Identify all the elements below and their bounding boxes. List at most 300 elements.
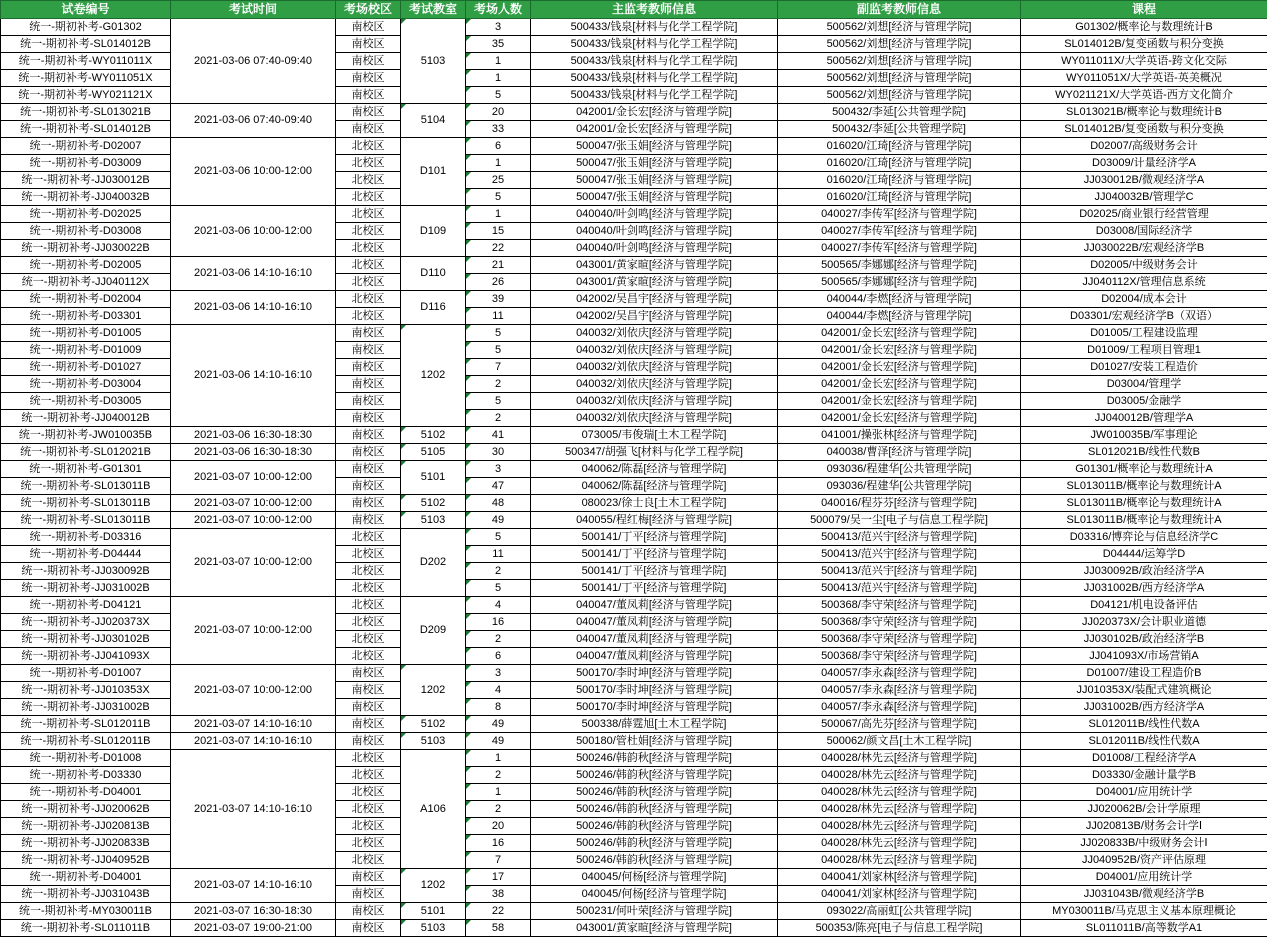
cell-course[interactable]: D04444/运筹学D	[1021, 546, 1267, 563]
cell-count[interactable]: 49	[466, 733, 531, 750]
cell-count[interactable]: 7	[466, 852, 531, 869]
cell-paper-id[interactable]: 统一-期初补考-SL013021B	[1, 104, 171, 121]
cell-paper-id[interactable]: 统一-期初补考-D04121	[1, 597, 171, 614]
cell-count[interactable]: 15	[466, 223, 531, 240]
cell-chief-invigilator[interactable]: 040062/陈磊[经济与管理学院]	[531, 478, 778, 495]
cell-course[interactable]: D01027/安装工程造价	[1021, 359, 1267, 376]
cell-count[interactable]: 5	[466, 342, 531, 359]
cell-course[interactable]: D01005/工程建设监理	[1021, 325, 1267, 342]
cell-paper-id[interactable]: 统一-期初补考-WY011011X	[1, 53, 171, 70]
cell-paper-id[interactable]: 统一-期初补考-JJ031002B	[1, 580, 171, 597]
cell-paper-id[interactable]: 统一-期初补考-D03330	[1, 767, 171, 784]
cell-deputy-invigilator[interactable]: 500562/刘想[经济与管理学院]	[778, 70, 1021, 87]
cell-deputy-invigilator[interactable]: 041001/操张林[经济与管理学院]	[778, 427, 1021, 444]
cell-paper-id[interactable]: 统一-期初补考-JJ020833B	[1, 835, 171, 852]
cell-deputy-invigilator[interactable]: 040028/林先云[经济与管理学院]	[778, 784, 1021, 801]
cell-campus[interactable]: 南校区	[336, 36, 401, 53]
cell-course[interactable]: D04121/机电设备评估	[1021, 597, 1267, 614]
cell-count[interactable]: 4	[466, 682, 531, 699]
cell-deputy-invigilator[interactable]: 500368/李守荣[经济与管理学院]	[778, 648, 1021, 665]
cell-exam-time[interactable]: 2021-03-06 10:00-12:00	[171, 206, 336, 257]
cell-count[interactable]: 22	[466, 240, 531, 257]
cell-room[interactable]: 1202	[401, 869, 466, 903]
cell-count[interactable]: 48	[466, 495, 531, 512]
cell-course[interactable]: JJ030092B/政治经济学A	[1021, 563, 1267, 580]
cell-count[interactable]: 1	[466, 784, 531, 801]
cell-paper-id[interactable]: 统一-期初补考-SL011011B	[1, 920, 171, 937]
cell-count[interactable]: 47	[466, 478, 531, 495]
cell-deputy-invigilator[interactable]: 016020/江琦[经济与管理学院]	[778, 189, 1021, 206]
cell-course[interactable]: JJ040012B/管理学A	[1021, 410, 1267, 427]
cell-course[interactable]: D02025/商业银行经营管理	[1021, 206, 1267, 223]
cell-campus[interactable]: 北校区	[336, 257, 401, 274]
cell-count[interactable]: 2	[466, 563, 531, 580]
cell-count[interactable]: 5	[466, 580, 531, 597]
cell-paper-id[interactable]: 统一-期初补考-JJ041093X	[1, 648, 171, 665]
column-header-course[interactable]: 课程	[1021, 1, 1267, 19]
cell-deputy-invigilator[interactable]: 093022/高丽虹[公共管理学院]	[778, 903, 1021, 920]
cell-chief-invigilator[interactable]: 500141/丁平[经济与管理学院]	[531, 546, 778, 563]
cell-course[interactable]: JJ031043B/微观经济学B	[1021, 886, 1267, 903]
cell-count[interactable]: 35	[466, 36, 531, 53]
cell-course[interactable]: SL013011B/概率论与数理统计A	[1021, 495, 1267, 512]
cell-campus[interactable]: 南校区	[336, 121, 401, 138]
cell-room[interactable]: 1202	[401, 665, 466, 716]
cell-campus[interactable]: 南校区	[336, 393, 401, 410]
cell-campus[interactable]: 南校区	[336, 869, 401, 886]
cell-count[interactable]: 2	[466, 801, 531, 818]
cell-room[interactable]: 1202	[401, 325, 466, 427]
cell-course[interactable]: D03301/宏观经济学B（双语）	[1021, 308, 1267, 325]
cell-campus[interactable]: 南校区	[336, 325, 401, 342]
cell-campus[interactable]: 南校区	[336, 495, 401, 512]
cell-campus[interactable]: 南校区	[336, 886, 401, 903]
cell-deputy-invigilator[interactable]: 040028/林先云[经济与管理学院]	[778, 801, 1021, 818]
cell-campus[interactable]: 北校区	[336, 206, 401, 223]
cell-count[interactable]: 38	[466, 886, 531, 903]
cell-count[interactable]: 8	[466, 699, 531, 716]
cell-paper-id[interactable]: 统一-期初补考-D04001	[1, 784, 171, 801]
cell-campus[interactable]: 北校区	[336, 597, 401, 614]
cell-chief-invigilator[interactable]: 500338/薛霆旭[土木工程学院]	[531, 716, 778, 733]
cell-room[interactable]: D110	[401, 257, 466, 291]
cell-campus[interactable]: 南校区	[336, 716, 401, 733]
cell-campus[interactable]: 南校区	[336, 920, 401, 937]
cell-campus[interactable]: 北校区	[336, 240, 401, 257]
column-header-chief-invigilator[interactable]: 主监考教师信息	[531, 1, 778, 19]
cell-paper-id[interactable]: 统一-期初补考-JJ010353X	[1, 682, 171, 699]
cell-campus[interactable]: 北校区	[336, 801, 401, 818]
cell-course[interactable]: JJ040032B/管理学C	[1021, 189, 1267, 206]
cell-count[interactable]: 2	[466, 767, 531, 784]
cell-campus[interactable]: 北校区	[336, 546, 401, 563]
cell-campus[interactable]: 北校区	[336, 291, 401, 308]
cell-course[interactable]: SL013021B/概率论与数理统计B	[1021, 104, 1267, 121]
cell-count[interactable]: 20	[466, 104, 531, 121]
cell-count[interactable]: 1	[466, 206, 531, 223]
cell-chief-invigilator[interactable]: 500141/丁平[经济与管理学院]	[531, 563, 778, 580]
cell-deputy-invigilator[interactable]: 042001/金长宏[经济与管理学院]	[778, 376, 1021, 393]
cell-exam-time[interactable]: 2021-03-07 14:10-16:10	[171, 716, 336, 733]
cell-paper-id[interactable]: 统一-期初补考-D01007	[1, 665, 171, 682]
cell-paper-id[interactable]: 统一-期初补考-WY011051X	[1, 70, 171, 87]
cell-count[interactable]: 39	[466, 291, 531, 308]
cell-exam-time[interactable]: 2021-03-06 07:40-09:40	[171, 104, 336, 138]
cell-count[interactable]: 30	[466, 444, 531, 461]
cell-course[interactable]: D02004/成本会计	[1021, 291, 1267, 308]
cell-deputy-invigilator[interactable]: 042001/金长宏[经济与管理学院]	[778, 359, 1021, 376]
cell-deputy-invigilator[interactable]: 040044/李燃[经济与管理学院]	[778, 308, 1021, 325]
cell-count[interactable]: 5	[466, 87, 531, 104]
cell-course[interactable]: WY011051X/大学英语-英美概况	[1021, 70, 1267, 87]
cell-paper-id[interactable]: 统一-期初补考-D04001	[1, 869, 171, 886]
cell-course[interactable]: D03005/金融学	[1021, 393, 1267, 410]
cell-campus[interactable]: 北校区	[336, 155, 401, 172]
cell-deputy-invigilator[interactable]: 500067/高先芬[经济与管理学院]	[778, 716, 1021, 733]
cell-campus[interactable]: 南校区	[336, 359, 401, 376]
cell-count[interactable]: 1	[466, 70, 531, 87]
cell-deputy-invigilator[interactable]: 042001/金长宏[经济与管理学院]	[778, 393, 1021, 410]
cell-chief-invigilator[interactable]: 500170/李时坤[经济与管理学院]	[531, 665, 778, 682]
cell-exam-time[interactable]: 2021-03-06 14:10-16:10	[171, 325, 336, 427]
cell-deputy-invigilator[interactable]: 040057/李永森[经济与管理学院]	[778, 665, 1021, 682]
cell-exam-time[interactable]: 2021-03-07 10:00-12:00	[171, 665, 336, 716]
cell-count[interactable]: 5	[466, 325, 531, 342]
cell-campus[interactable]: 北校区	[336, 138, 401, 155]
cell-paper-id[interactable]: 统一-期初补考-WY021121X	[1, 87, 171, 104]
cell-paper-id[interactable]: 统一-期初补考-D02025	[1, 206, 171, 223]
cell-exam-time[interactable]: 2021-03-07 19:00-21:00	[171, 920, 336, 937]
cell-exam-time[interactable]: 2021-03-06 07:40-09:40	[171, 19, 336, 104]
cell-room[interactable]: 5101	[401, 903, 466, 920]
cell-count[interactable]: 33	[466, 121, 531, 138]
cell-course[interactable]: SL012011B/线性代数A	[1021, 716, 1267, 733]
cell-deputy-invigilator[interactable]: 040028/林先云[经济与管理学院]	[778, 835, 1021, 852]
cell-chief-invigilator[interactable]: 040040/叶剑鸣[经济与管理学院]	[531, 206, 778, 223]
cell-course[interactable]: JJ030012B/微观经济学A	[1021, 172, 1267, 189]
cell-count[interactable]: 1	[466, 750, 531, 767]
cell-campus[interactable]: 北校区	[336, 818, 401, 835]
cell-exam-time[interactable]: 2021-03-07 10:00-12:00	[171, 461, 336, 495]
cell-campus[interactable]: 南校区	[336, 87, 401, 104]
cell-campus[interactable]: 北校区	[336, 529, 401, 546]
cell-exam-time[interactable]: 2021-03-07 16:30-18:30	[171, 903, 336, 920]
cell-exam-time[interactable]: 2021-03-06 10:00-12:00	[171, 138, 336, 206]
cell-exam-time[interactable]: 2021-03-06 16:30-18:30	[171, 427, 336, 444]
cell-count[interactable]: 17	[466, 869, 531, 886]
cell-exam-time[interactable]: 2021-03-07 14:10-16:10	[171, 750, 336, 869]
cell-course[interactable]: D03009/计量经济学A	[1021, 155, 1267, 172]
cell-chief-invigilator[interactable]: 500047/张玉娟[经济与管理学院]	[531, 155, 778, 172]
cell-deputy-invigilator[interactable]: 500368/李守荣[经济与管理学院]	[778, 597, 1021, 614]
cell-course[interactable]: JJ031002B/西方经济学A	[1021, 699, 1267, 716]
cell-deputy-invigilator[interactable]: 042001/金长宏[经济与管理学院]	[778, 410, 1021, 427]
cell-room[interactable]: 5103	[401, 19, 466, 104]
cell-campus[interactable]: 南校区	[336, 376, 401, 393]
cell-count[interactable]: 1	[466, 155, 531, 172]
cell-course[interactable]: D03008/国际经济学	[1021, 223, 1267, 240]
cell-course[interactable]: JJ041093X/市场营销A	[1021, 648, 1267, 665]
cell-paper-id[interactable]: 统一-期初补考-D01008	[1, 750, 171, 767]
column-header-deputy-invigilator[interactable]: 副监考教师信息	[778, 1, 1021, 19]
cell-paper-id[interactable]: 统一-期初补考-D02004	[1, 291, 171, 308]
cell-course[interactable]: JJ030102B/政治经济学B	[1021, 631, 1267, 648]
cell-deputy-invigilator[interactable]: 040028/林先云[经济与管理学院]	[778, 818, 1021, 835]
cell-deputy-invigilator[interactable]: 042001/金长宏[经济与管理学院]	[778, 342, 1021, 359]
cell-paper-id[interactable]: 统一-期初补考-SL014012B	[1, 36, 171, 53]
cell-course[interactable]: JJ020373X/会计职业道德	[1021, 614, 1267, 631]
cell-exam-time[interactable]: 2021-03-07 14:10-16:10	[171, 869, 336, 903]
cell-course[interactable]: D02005/中级财务会计	[1021, 257, 1267, 274]
cell-campus[interactable]: 北校区	[336, 563, 401, 580]
cell-campus[interactable]: 北校区	[336, 750, 401, 767]
column-header-room[interactable]: 考试教室	[401, 1, 466, 19]
cell-chief-invigilator[interactable]: 500433/钱泉[材料与化学工程学院]	[531, 19, 778, 36]
cell-count[interactable]: 16	[466, 835, 531, 852]
cell-course[interactable]: JJ031002B/西方经济学A	[1021, 580, 1267, 597]
cell-paper-id[interactable]: 统一-期初补考-G01302	[1, 19, 171, 36]
cell-chief-invigilator[interactable]: 040047/董凤莉[经济与管理学院]	[531, 648, 778, 665]
cell-deputy-invigilator[interactable]: 093036/程建华[公共管理学院]	[778, 461, 1021, 478]
cell-count[interactable]: 16	[466, 614, 531, 631]
cell-paper-id[interactable]: 统一-期初补考-SL012011B	[1, 733, 171, 750]
cell-chief-invigilator[interactable]: 040040/叶剑鸣[经济与管理学院]	[531, 240, 778, 257]
cell-room[interactable]: 5103	[401, 920, 466, 937]
cell-paper-id[interactable]: 统一-期初补考-JJ020062B	[1, 801, 171, 818]
cell-exam-time[interactable]: 2021-03-07 10:00-12:00	[171, 529, 336, 597]
cell-deputy-invigilator[interactable]: 500432/李延[公共管理学院]	[778, 104, 1021, 121]
cell-deputy-invigilator[interactable]: 040027/李传军[经济与管理学院]	[778, 223, 1021, 240]
cell-deputy-invigilator[interactable]: 040027/李传军[经济与管理学院]	[778, 206, 1021, 223]
cell-course[interactable]: JW010035B/军事理论	[1021, 427, 1267, 444]
cell-paper-id[interactable]: 统一-期初补考-JJ030012B	[1, 172, 171, 189]
cell-course[interactable]: D01007/建设工程造价B	[1021, 665, 1267, 682]
cell-count[interactable]: 5	[466, 189, 531, 206]
cell-chief-invigilator[interactable]: 040040/叶剑鸣[经济与管理学院]	[531, 223, 778, 240]
cell-paper-id[interactable]: 统一-期初补考-D03008	[1, 223, 171, 240]
cell-chief-invigilator[interactable]: 500433/钱泉[材料与化学工程学院]	[531, 70, 778, 87]
cell-chief-invigilator[interactable]: 043001/黄家暄[经济与管理学院]	[531, 920, 778, 937]
cell-chief-invigilator[interactable]: 500433/钱泉[材料与化学工程学院]	[531, 87, 778, 104]
cell-deputy-invigilator[interactable]: 042001/金长宏[经济与管理学院]	[778, 325, 1021, 342]
cell-paper-id[interactable]: 统一-期初补考-JJ030022B	[1, 240, 171, 257]
cell-deputy-invigilator[interactable]: 040044/李燃[经济与管理学院]	[778, 291, 1021, 308]
cell-chief-invigilator[interactable]: 040032/刘依庆[经济与管理学院]	[531, 393, 778, 410]
cell-deputy-invigilator[interactable]: 040016/程芬芬[经济与管理学院]	[778, 495, 1021, 512]
cell-course[interactable]: D03004/管理学	[1021, 376, 1267, 393]
cell-count[interactable]: 4	[466, 597, 531, 614]
cell-room[interactable]: D209	[401, 597, 466, 665]
cell-deputy-invigilator[interactable]: 040057/李永森[经济与管理学院]	[778, 699, 1021, 716]
cell-chief-invigilator[interactable]: 043001/黄家暄[经济与管理学院]	[531, 274, 778, 291]
cell-count[interactable]: 5	[466, 393, 531, 410]
cell-paper-id[interactable]: 统一-期初补考-D01027	[1, 359, 171, 376]
cell-paper-id[interactable]: 统一-期初补考-D01005	[1, 325, 171, 342]
cell-paper-id[interactable]: 统一-期初补考-SL012021B	[1, 444, 171, 461]
cell-chief-invigilator[interactable]: 500246/韩韵秋[经济与管理学院]	[531, 750, 778, 767]
cell-paper-id[interactable]: 统一-期初补考-MY030011B	[1, 903, 171, 920]
cell-campus[interactable]: 南校区	[336, 410, 401, 427]
column-header-count[interactable]: 考场人数	[466, 1, 531, 19]
cell-count[interactable]: 26	[466, 274, 531, 291]
cell-course[interactable]: D02007/高级财务会计	[1021, 138, 1267, 155]
cell-campus[interactable]: 北校区	[336, 189, 401, 206]
cell-count[interactable]: 11	[466, 546, 531, 563]
cell-chief-invigilator[interactable]: 500047/张玉娟[经济与管理学院]	[531, 172, 778, 189]
cell-count[interactable]: 49	[466, 512, 531, 529]
cell-deputy-invigilator[interactable]: 500413/范兴宇[经济与管理学院]	[778, 580, 1021, 597]
cell-chief-invigilator[interactable]: 500347/胡强飞[材料与化学工程学院]	[531, 444, 778, 461]
cell-deputy-invigilator[interactable]: 500562/刘想[经济与管理学院]	[778, 87, 1021, 104]
cell-deputy-invigilator[interactable]: 040028/林先云[经济与管理学院]	[778, 767, 1021, 784]
cell-course[interactable]: D03330/金融计量学B	[1021, 767, 1267, 784]
cell-room[interactable]: 5102	[401, 495, 466, 512]
column-header-campus[interactable]: 考场校区	[336, 1, 401, 19]
cell-deputy-invigilator[interactable]: 500368/李守荣[经济与管理学院]	[778, 614, 1021, 631]
cell-exam-time[interactable]: 2021-03-07 10:00-12:00	[171, 512, 336, 529]
cell-room[interactable]: D202	[401, 529, 466, 597]
cell-chief-invigilator[interactable]: 040045/何杨[经济与管理学院]	[531, 869, 778, 886]
cell-deputy-invigilator[interactable]: 093036/程建华[公共管理学院]	[778, 478, 1021, 495]
cell-campus[interactable]: 南校区	[336, 682, 401, 699]
cell-count[interactable]: 21	[466, 257, 531, 274]
cell-chief-invigilator[interactable]: 500047/张玉娟[经济与管理学院]	[531, 138, 778, 155]
cell-course[interactable]: JJ020813B/财务会计学Ⅰ	[1021, 818, 1267, 835]
cell-paper-id[interactable]: 统一-期初补考-JJ030102B	[1, 631, 171, 648]
cell-chief-invigilator[interactable]: 040047/董凤莉[经济与管理学院]	[531, 597, 778, 614]
cell-count[interactable]: 5	[466, 529, 531, 546]
cell-campus[interactable]: 南校区	[336, 342, 401, 359]
cell-paper-id[interactable]: 统一-期初补考-D03301	[1, 308, 171, 325]
cell-chief-invigilator[interactable]: 500047/张玉娟[经济与管理学院]	[531, 189, 778, 206]
cell-count[interactable]: 6	[466, 648, 531, 665]
cell-count[interactable]: 41	[466, 427, 531, 444]
cell-chief-invigilator[interactable]: 040047/董凤莉[经济与管理学院]	[531, 631, 778, 648]
cell-course[interactable]: JJ040952B/资产评估原理	[1021, 852, 1267, 869]
cell-campus[interactable]: 北校区	[336, 784, 401, 801]
cell-campus[interactable]: 南校区	[336, 733, 401, 750]
cell-paper-id[interactable]: 统一-期初补考-SL013011B	[1, 512, 171, 529]
cell-chief-invigilator[interactable]: 040032/刘依庆[经济与管理学院]	[531, 359, 778, 376]
cell-course[interactable]: D01008/工程经济学A	[1021, 750, 1267, 767]
cell-campus[interactable]: 北校区	[336, 308, 401, 325]
cell-chief-invigilator[interactable]: 500246/韩韵秋[经济与管理学院]	[531, 767, 778, 784]
cell-deputy-invigilator[interactable]: 040041/刘家林[经济与管理学院]	[778, 886, 1021, 903]
cell-course[interactable]: JJ030022B/宏观经济学B	[1021, 240, 1267, 257]
cell-campus[interactable]: 南校区	[336, 903, 401, 920]
cell-paper-id[interactable]: 统一-期初补考-SL013011B	[1, 478, 171, 495]
cell-room[interactable]: 5103	[401, 733, 466, 750]
cell-chief-invigilator[interactable]: 042002/吴昌宇[经济与管理学院]	[531, 308, 778, 325]
cell-count[interactable]: 49	[466, 716, 531, 733]
cell-course[interactable]: G01302/概率论与数理统计B	[1021, 19, 1267, 36]
cell-course[interactable]: JJ020833B/中级财务会计Ⅰ	[1021, 835, 1267, 852]
cell-chief-invigilator[interactable]: 500433/钱泉[材料与化学工程学院]	[531, 36, 778, 53]
cell-exam-time[interactable]: 2021-03-07 14:10-16:10	[171, 733, 336, 750]
cell-chief-invigilator[interactable]: 043001/黄家暄[经济与管理学院]	[531, 257, 778, 274]
cell-chief-invigilator[interactable]: 040032/刘依庆[经济与管理学院]	[531, 342, 778, 359]
cell-chief-invigilator[interactable]: 500141/丁平[经济与管理学院]	[531, 529, 778, 546]
cell-campus[interactable]: 南校区	[336, 19, 401, 36]
cell-paper-id[interactable]: 统一-期初补考-SL014012B	[1, 121, 171, 138]
cell-course[interactable]: SL011011B/高等数学A1	[1021, 920, 1267, 937]
cell-campus[interactable]: 北校区	[336, 614, 401, 631]
cell-course[interactable]: WY011011X/大学英语-跨文化交际	[1021, 53, 1267, 70]
cell-count[interactable]: 3	[466, 665, 531, 682]
cell-paper-id[interactable]: 统一-期初补考-JJ040112X	[1, 274, 171, 291]
cell-chief-invigilator[interactable]: 500246/韩韵秋[经济与管理学院]	[531, 835, 778, 852]
cell-chief-invigilator[interactable]: 040045/何杨[经济与管理学院]	[531, 886, 778, 903]
cell-course[interactable]: D03316/博弈论与信息经济学C	[1021, 529, 1267, 546]
cell-chief-invigilator[interactable]: 040032/刘依庆[经济与管理学院]	[531, 376, 778, 393]
cell-count[interactable]: 2	[466, 376, 531, 393]
cell-chief-invigilator[interactable]: 500246/韩韵秋[经济与管理学院]	[531, 784, 778, 801]
cell-paper-id[interactable]: 统一-期初补考-D02007	[1, 138, 171, 155]
cell-chief-invigilator[interactable]: 500433/钱泉[材料与化学工程学院]	[531, 53, 778, 70]
cell-exam-time[interactable]: 2021-03-07 10:00-12:00	[171, 597, 336, 665]
cell-paper-id[interactable]: 统一-期初补考-JJ040032B	[1, 189, 171, 206]
cell-paper-id[interactable]: 统一-期初补考-D01009	[1, 342, 171, 359]
cell-count[interactable]: 1	[466, 53, 531, 70]
cell-room[interactable]: D116	[401, 291, 466, 325]
cell-chief-invigilator[interactable]: 040032/刘依庆[经济与管理学院]	[531, 325, 778, 342]
cell-count[interactable]: 58	[466, 920, 531, 937]
cell-deputy-invigilator[interactable]: 040041/刘家林[经济与管理学院]	[778, 869, 1021, 886]
cell-deputy-invigilator[interactable]: 500565/李娜娜[经济与管理学院]	[778, 257, 1021, 274]
cell-deputy-invigilator[interactable]: 500062/颜文昌[土木工程学院]	[778, 733, 1021, 750]
cell-deputy-invigilator[interactable]: 500413/范兴宇[经济与管理学院]	[778, 529, 1021, 546]
cell-campus[interactable]: 南校区	[336, 665, 401, 682]
cell-campus[interactable]: 南校区	[336, 444, 401, 461]
cell-paper-id[interactable]: 统一-期初补考-JJ020813B	[1, 818, 171, 835]
cell-exam-time[interactable]: 2021-03-06 14:10-16:10	[171, 257, 336, 291]
cell-deputy-invigilator[interactable]: 500413/范兴宇[经济与管理学院]	[778, 563, 1021, 580]
cell-deputy-invigilator[interactable]: 040028/林先云[经济与管理学院]	[778, 750, 1021, 767]
cell-paper-id[interactable]: 统一-期初补考-D04444	[1, 546, 171, 563]
cell-paper-id[interactable]: 统一-期初补考-JJ031002B	[1, 699, 171, 716]
cell-campus[interactable]: 南校区	[336, 427, 401, 444]
cell-deputy-invigilator[interactable]: 500562/刘想[经济与管理学院]	[778, 53, 1021, 70]
cell-chief-invigilator[interactable]: 500231/何叶荣[经济与管理学院]	[531, 903, 778, 920]
cell-room[interactable]: 5102	[401, 427, 466, 444]
cell-paper-id[interactable]: 统一-期初补考-G01301	[1, 461, 171, 478]
cell-room[interactable]: D109	[401, 206, 466, 257]
cell-deputy-invigilator[interactable]: 040028/林先云[经济与管理学院]	[778, 852, 1021, 869]
cell-campus[interactable]: 北校区	[336, 767, 401, 784]
cell-course[interactable]: JJ010353X/装配式建筑概论	[1021, 682, 1267, 699]
cell-count[interactable]: 25	[466, 172, 531, 189]
cell-course[interactable]: G01301/概率论与数理统计A	[1021, 461, 1267, 478]
cell-deputy-invigilator[interactable]: 500353/陈亮[电子与信息工程学院]	[778, 920, 1021, 937]
cell-deputy-invigilator[interactable]: 500432/李延[公共管理学院]	[778, 121, 1021, 138]
cell-chief-invigilator[interactable]: 080023/徐士良[土木工程学院]	[531, 495, 778, 512]
cell-chief-invigilator[interactable]: 042001/金长宏[经济与管理学院]	[531, 121, 778, 138]
cell-deputy-invigilator[interactable]: 500413/范兴宇[经济与管理学院]	[778, 546, 1021, 563]
cell-deputy-invigilator[interactable]: 500368/李守荣[经济与管理学院]	[778, 631, 1021, 648]
cell-chief-invigilator[interactable]: 040055/程红梅[经济与管理学院]	[531, 512, 778, 529]
cell-course[interactable]: SL014012B/复变函数与积分变换	[1021, 36, 1267, 53]
cell-room[interactable]: 5105	[401, 444, 466, 461]
cell-course[interactable]: SL012021B/线性代数B	[1021, 444, 1267, 461]
cell-campus[interactable]: 南校区	[336, 70, 401, 87]
cell-deputy-invigilator[interactable]: 040038/曹泽[经济与管理学院]	[778, 444, 1021, 461]
cell-course[interactable]: SL013011B/概率论与数理统计A	[1021, 512, 1267, 529]
cell-chief-invigilator[interactable]: 040062/陈磊[经济与管理学院]	[531, 461, 778, 478]
cell-deputy-invigilator[interactable]: 016020/江琦[经济与管理学院]	[778, 172, 1021, 189]
cell-deputy-invigilator[interactable]: 500562/刘想[经济与管理学院]	[778, 19, 1021, 36]
cell-count[interactable]: 6	[466, 138, 531, 155]
cell-room[interactable]: 5103	[401, 512, 466, 529]
